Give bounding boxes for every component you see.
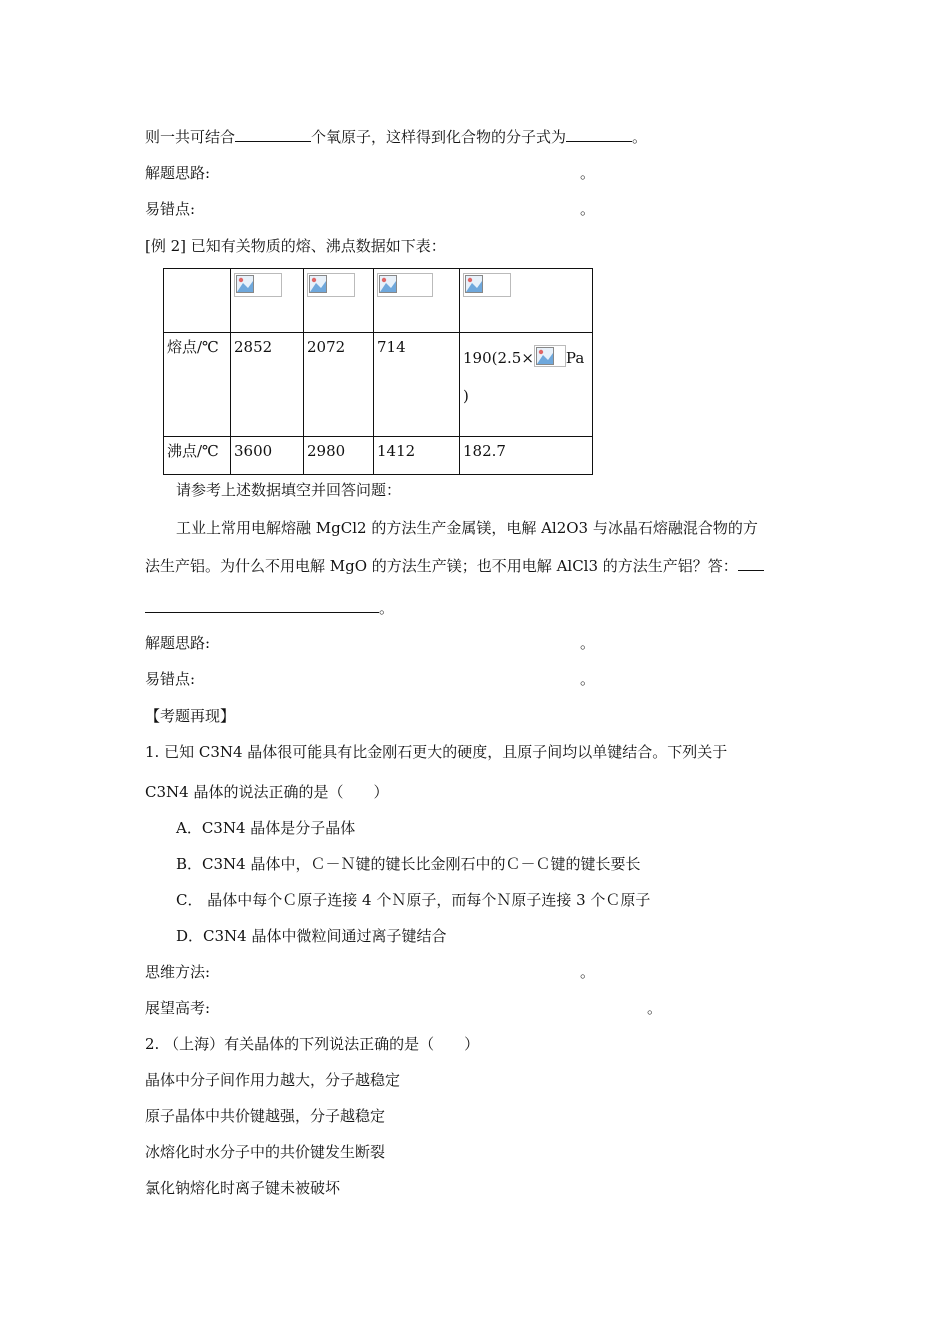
q1-approach-end: 。 xyxy=(580,164,596,182)
table-cell-complex xyxy=(460,333,593,437)
broken-image-icon xyxy=(534,345,566,367)
q1-pitfall-end: 。 xyxy=(580,200,596,218)
question2-option: 原子晶体中共价键越强，分子越稳定 xyxy=(145,1107,386,1125)
question2-line1: 2. （上海）有关晶体的下列说法正确的是（ ） xyxy=(145,1035,480,1053)
example2-prompt: 请参考上述数据填空并回答问题： xyxy=(176,481,402,499)
question1-option-a: A．C3N4 晶体是分子晶体 xyxy=(176,819,356,837)
table-cell: 182.7 xyxy=(460,437,593,475)
q1-approach-label: 解题思路: xyxy=(145,164,211,182)
broken-image-icon xyxy=(377,273,433,297)
intro-text-a: 则一共可结合 xyxy=(145,128,236,146)
table-corner-cell xyxy=(164,269,231,333)
table-row-boiling xyxy=(164,437,593,475)
q1-outlook-end: 。 xyxy=(647,999,663,1017)
question1-line1: 1. 已知 C3N4 晶体很可能具有比金刚石更大的硬度，且原子间均以单键结合。下列关于 xyxy=(145,743,728,761)
ex2-pitfall-label: 易错点: xyxy=(145,670,196,688)
question1-option-c: C． 晶体中每个Ｃ原子连接 4 个Ｎ原子，而每个Ｎ原子连接 3 个Ｃ原子 xyxy=(176,891,651,909)
question2-option: 氯化钠熔化时离子键未被破坏 xyxy=(145,1179,341,1197)
question1-option-b: B．C3N4 晶体中，Ｃ－Ｎ键的键长比金刚石中的Ｃ－Ｃ键的键长要长 xyxy=(176,855,641,873)
answer-blank-formula[interactable] xyxy=(566,127,632,142)
example2-answer-line xyxy=(145,598,394,618)
table-header-cell xyxy=(231,269,304,333)
table-cell: 2072 xyxy=(304,333,374,437)
example2-title: [例 2] 已知有关物质的熔、沸点数据如下表： xyxy=(145,237,446,255)
q1-method-label: 思维方法: xyxy=(145,963,211,981)
table-header-cell xyxy=(460,269,593,333)
table-cell: 2852 xyxy=(231,333,304,437)
melting-last-a: 190(2.5× xyxy=(463,349,534,367)
broken-image-icon xyxy=(234,273,282,297)
table-cell: 2980 xyxy=(304,437,374,475)
row-label-melting: 熔点/℃ xyxy=(164,333,231,437)
melting-last-c: ) xyxy=(463,387,469,405)
answer-blank-continued[interactable] xyxy=(145,598,379,613)
table-cell: 714 xyxy=(374,333,460,437)
ex2-approach-label: 解题思路: xyxy=(145,634,211,652)
table-cell: 3600 xyxy=(231,437,304,475)
intro-end: 。 xyxy=(632,128,648,146)
ex2-pitfall-end: 。 xyxy=(580,670,596,688)
question2-option: 晶体中分子间作用力越大，分子越稳定 xyxy=(145,1071,401,1089)
melting-boiling-table xyxy=(163,268,593,475)
intro-text-b: 个氧原子，这样得到化合物的分子式为 xyxy=(311,128,567,146)
table-header-cell xyxy=(374,269,460,333)
table-header-row xyxy=(164,269,593,333)
broken-image-icon xyxy=(307,273,355,297)
q1-pitfall-label: 易错点: xyxy=(145,200,196,218)
question1-line2: C3N4 晶体的说法正确的是（ ） xyxy=(145,783,389,801)
row-label-boiling: 沸点/℃ xyxy=(164,437,231,475)
q1-outlook-label: 展望高考: xyxy=(145,999,211,1017)
question1-option-d: D．C3N4 晶体中微粒间通过离子键结合 xyxy=(176,927,447,945)
example2-question-line1: 工业上常用电解熔融 MgCl2 的方法生产金属镁，电解 Al2O3 与冰晶石熔融混合物的方 xyxy=(176,519,758,537)
table-cell: 1412 xyxy=(374,437,460,475)
answer-end: 。 xyxy=(379,599,395,617)
answer-blank-count[interactable] xyxy=(235,127,311,142)
melting-last-b: Pa xyxy=(565,349,585,367)
table-header-cell xyxy=(304,269,374,333)
question2-option: 冰熔化时水分子中的共价键发生断裂 xyxy=(145,1143,386,1161)
question-line2-text: 法生产铝。为什么不用电解 MgO 的方法生产镁；也不用电解 AlCl3 的方法生产铝？答： xyxy=(145,557,738,575)
example2-question-line2 xyxy=(145,556,764,576)
intro-line xyxy=(145,127,647,147)
broken-image-icon xyxy=(463,273,511,297)
table-row-melting xyxy=(164,333,593,437)
ex2-approach-end: 。 xyxy=(580,634,596,652)
answer-blank-start[interactable] xyxy=(738,556,764,571)
q1-method-end: 。 xyxy=(580,963,596,981)
section-title: 【考题再现】 xyxy=(145,707,236,725)
